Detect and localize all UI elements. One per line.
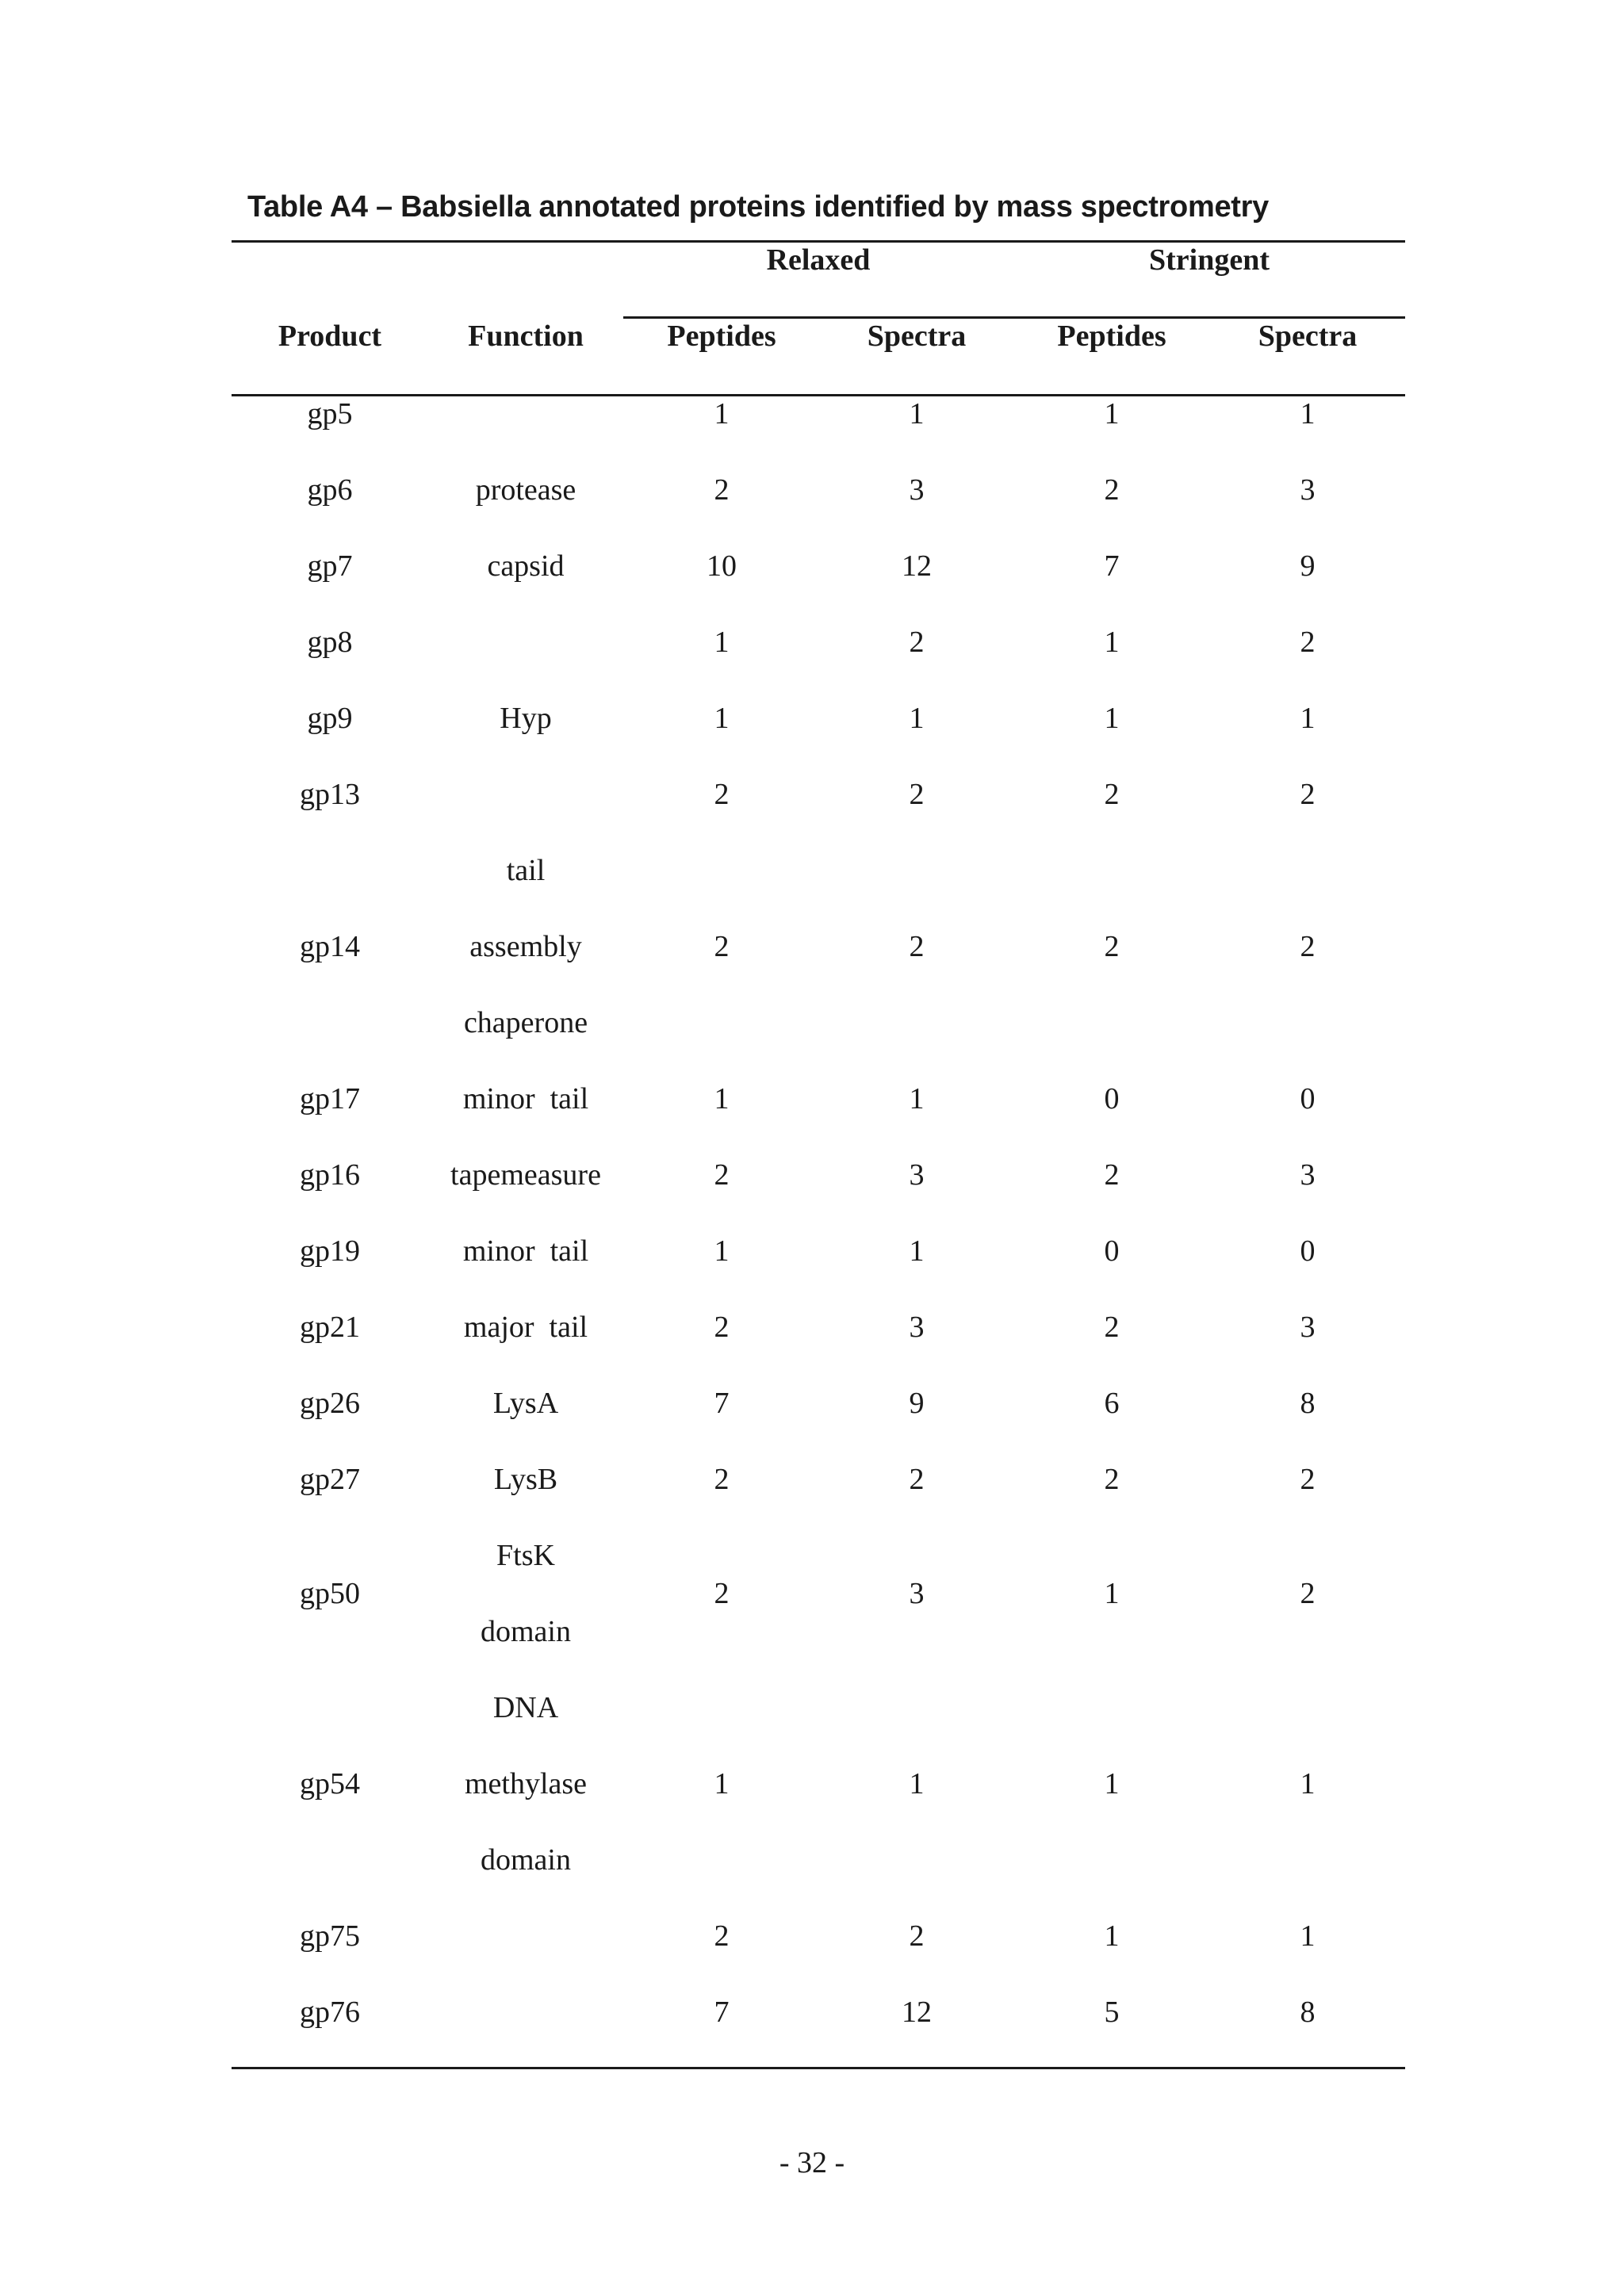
relaxed-peptides-cell: 2 xyxy=(714,1919,730,1953)
relaxed-spectra-cell: 3 xyxy=(909,1577,925,1610)
relaxed-peptides-cell: 7 xyxy=(714,1387,730,1420)
table-row xyxy=(0,1898,1624,1974)
table-row xyxy=(0,528,1624,604)
stringent-peptides-cell: 2 xyxy=(1104,1311,1120,1344)
relaxed-peptides-cell: 2 xyxy=(714,1577,730,1610)
relaxed-spectra-cell: 3 xyxy=(909,1158,925,1192)
table-row xyxy=(0,680,1624,756)
product-cell: gp76 xyxy=(300,1996,360,2029)
stringent-spectra-cell: 1 xyxy=(1300,1919,1316,1953)
header-relaxed-spectra: Spectra xyxy=(867,320,967,353)
stringent-peptides-cell: 0 xyxy=(1104,1082,1120,1115)
function-cell xyxy=(428,452,623,528)
product-cell: gp19 xyxy=(300,1234,360,1268)
relaxed-spectra-cell: 2 xyxy=(909,930,925,963)
stringent-peptides-cell: 1 xyxy=(1104,1919,1120,1953)
table-row xyxy=(0,1365,1624,1441)
stringent-peptides-cell: 2 xyxy=(1104,473,1120,507)
relaxed-spectra-cell: 3 xyxy=(909,473,925,507)
product-cell: gp26 xyxy=(300,1387,360,1420)
stringent-spectra-cell: 2 xyxy=(1300,626,1316,659)
relaxed-peptides-cell: 1 xyxy=(714,1767,730,1800)
product-cell: gp14 xyxy=(300,930,360,963)
stringent-peptides-cell: 2 xyxy=(1104,930,1120,963)
header-stringent: Stringent xyxy=(1149,243,1270,277)
stringent-peptides-cell: 1 xyxy=(1104,1767,1120,1800)
product-cell: gp8 xyxy=(307,626,353,659)
stringent-peptides-cell: 2 xyxy=(1104,1463,1120,1496)
stringent-spectra-cell: 8 xyxy=(1300,1996,1316,2029)
function-cell xyxy=(428,1517,623,1670)
header-stringent-peptides: Peptides xyxy=(1057,320,1166,353)
stringent-spectra-cell: 2 xyxy=(1300,1463,1316,1496)
stringent-peptides-cell: 0 xyxy=(1104,1234,1120,1268)
table-row xyxy=(0,376,1624,452)
stringent-peptides-cell: 2 xyxy=(1104,778,1120,811)
stringent-peptides-cell: 7 xyxy=(1104,549,1120,583)
header-relaxed: Relaxed xyxy=(766,243,871,277)
stringent-spectra-cell: 2 xyxy=(1300,930,1316,963)
page-number: - 32 - xyxy=(779,2146,845,2179)
function-line: LysB xyxy=(493,1463,558,1496)
relaxed-spectra-cell: 1 xyxy=(909,1234,925,1268)
table-row xyxy=(0,1974,1624,2050)
stringent-peptides-cell: 1 xyxy=(1104,397,1120,430)
function-cell xyxy=(428,832,623,1061)
relaxed-spectra-cell: 9 xyxy=(909,1387,925,1420)
relaxed-peptides-cell: 2 xyxy=(714,473,730,507)
relaxed-peptides-cell: 10 xyxy=(707,549,737,583)
stringent-spectra-cell: 2 xyxy=(1300,778,1316,811)
function-line: protease xyxy=(475,473,576,507)
function-line: LysA xyxy=(492,1387,559,1420)
function-line: methylase xyxy=(464,1767,588,1800)
function-line: Hyp xyxy=(500,702,552,735)
table-row xyxy=(0,604,1624,680)
stringent-spectra-cell: 8 xyxy=(1300,1387,1316,1420)
function-cell xyxy=(428,1213,623,1289)
product-cell: gp16 xyxy=(300,1158,360,1192)
function-line: DNA xyxy=(492,1691,559,1724)
relaxed-spectra-cell: 1 xyxy=(909,1082,925,1115)
table-row xyxy=(0,1517,1624,1670)
stringent-spectra-cell: 9 xyxy=(1300,549,1316,583)
function-line: domain xyxy=(481,1843,571,1877)
function-cell xyxy=(428,1061,623,1137)
function-line: domain xyxy=(481,1615,571,1648)
stringent-spectra-cell: 1 xyxy=(1300,702,1316,735)
relaxed-peptides-cell: 2 xyxy=(714,778,730,811)
function-line: minor tail xyxy=(462,1234,589,1268)
product-cell: gp27 xyxy=(300,1463,360,1496)
stringent-spectra-cell: 1 xyxy=(1300,397,1316,430)
relaxed-peptides-cell: 2 xyxy=(714,1463,730,1496)
stringent-peptides-cell: 5 xyxy=(1104,1996,1120,2029)
function-cell xyxy=(428,1289,623,1365)
table-row xyxy=(0,1137,1624,1213)
stringent-spectra-cell: 3 xyxy=(1300,1311,1316,1344)
stringent-spectra-cell: 3 xyxy=(1300,473,1316,507)
function-cell xyxy=(428,1441,623,1517)
relaxed-peptides-cell: 2 xyxy=(714,930,730,963)
relaxed-spectra-cell: 12 xyxy=(902,549,932,583)
function-line: tapemeasure xyxy=(450,1158,601,1192)
relaxed-peptides-cell: 1 xyxy=(714,626,730,659)
function-cell xyxy=(428,1365,623,1441)
product-cell: gp9 xyxy=(307,702,353,735)
table-row xyxy=(0,1441,1624,1517)
table-row xyxy=(0,1213,1624,1289)
table-row xyxy=(0,1289,1624,1365)
function-line: chaperone xyxy=(463,1006,588,1039)
relaxed-peptides-cell: 7 xyxy=(714,1996,730,2029)
relaxed-spectra-cell: 1 xyxy=(909,702,925,735)
function-line: assembly xyxy=(469,930,582,963)
header-stringent-spectra: Spectra xyxy=(1258,320,1358,353)
table-row xyxy=(0,452,1624,528)
stringent-peptides-cell: 1 xyxy=(1104,1577,1120,1610)
stringent-spectra-cell: 2 xyxy=(1300,1577,1316,1610)
bottom-rule xyxy=(232,2067,1405,2069)
product-cell: gp54 xyxy=(300,1767,360,1800)
relaxed-spectra-cell: 1 xyxy=(909,1767,925,1800)
function-line: capsid xyxy=(487,549,565,583)
relaxed-peptides-cell: 2 xyxy=(714,1158,730,1192)
product-cell: gp17 xyxy=(300,1082,360,1115)
relaxed-peptides-cell: 1 xyxy=(714,702,730,735)
stringent-peptides-cell: 1 xyxy=(1104,702,1120,735)
stringent-spectra-cell: 0 xyxy=(1300,1234,1316,1268)
product-cell: gp50 xyxy=(300,1577,360,1610)
table-row xyxy=(0,1670,1624,1898)
function-cell xyxy=(428,528,623,604)
stringent-peptides-cell: 1 xyxy=(1104,626,1120,659)
product-cell: gp21 xyxy=(300,1311,360,1344)
table-caption: Table A4 – Babsiella annotated proteins identified by mass spectrometry xyxy=(247,190,1269,224)
relaxed-peptides-cell: 1 xyxy=(714,1082,730,1115)
relaxed-spectra-cell: 1 xyxy=(909,397,925,430)
table-row xyxy=(0,1061,1624,1137)
function-line: tail xyxy=(506,854,546,887)
relaxed-spectra-cell: 2 xyxy=(909,626,925,659)
function-cell xyxy=(428,1670,623,1898)
table-row xyxy=(0,756,1624,832)
function-line: major tail xyxy=(463,1311,588,1344)
header-product: Product xyxy=(278,320,382,353)
table-row xyxy=(0,832,1624,1061)
relaxed-peptides-cell: 1 xyxy=(714,397,730,430)
relaxed-spectra-cell: 12 xyxy=(902,1996,932,2029)
product-cell: gp7 xyxy=(307,549,353,583)
relaxed-peptides-cell: 2 xyxy=(714,1311,730,1344)
relaxed-spectra-cell: 2 xyxy=(909,1463,925,1496)
stringent-spectra-cell: 0 xyxy=(1300,1082,1316,1115)
header-relaxed-peptides: Peptides xyxy=(667,320,776,353)
relaxed-spectra-cell: 2 xyxy=(909,1919,925,1953)
stringent-spectra-cell: 1 xyxy=(1300,1767,1316,1800)
stringent-peptides-cell: 6 xyxy=(1104,1387,1120,1420)
function-cell xyxy=(428,1137,623,1213)
stringent-peptides-cell: 2 xyxy=(1104,1158,1120,1192)
product-cell: gp13 xyxy=(300,778,360,811)
function-cell xyxy=(428,680,623,756)
stringent-spectra-cell: 3 xyxy=(1300,1158,1316,1192)
relaxed-peptides-cell: 1 xyxy=(714,1234,730,1268)
function-line: minor tail xyxy=(462,1082,589,1115)
product-cell: gp6 xyxy=(307,473,353,507)
relaxed-spectra-cell: 3 xyxy=(909,1311,925,1344)
header-function: Function xyxy=(468,320,584,353)
product-cell: gp75 xyxy=(300,1919,360,1953)
relaxed-spectra-cell: 2 xyxy=(909,778,925,811)
function-line: FtsK xyxy=(496,1539,555,1572)
product-cell: gp5 xyxy=(307,397,353,430)
